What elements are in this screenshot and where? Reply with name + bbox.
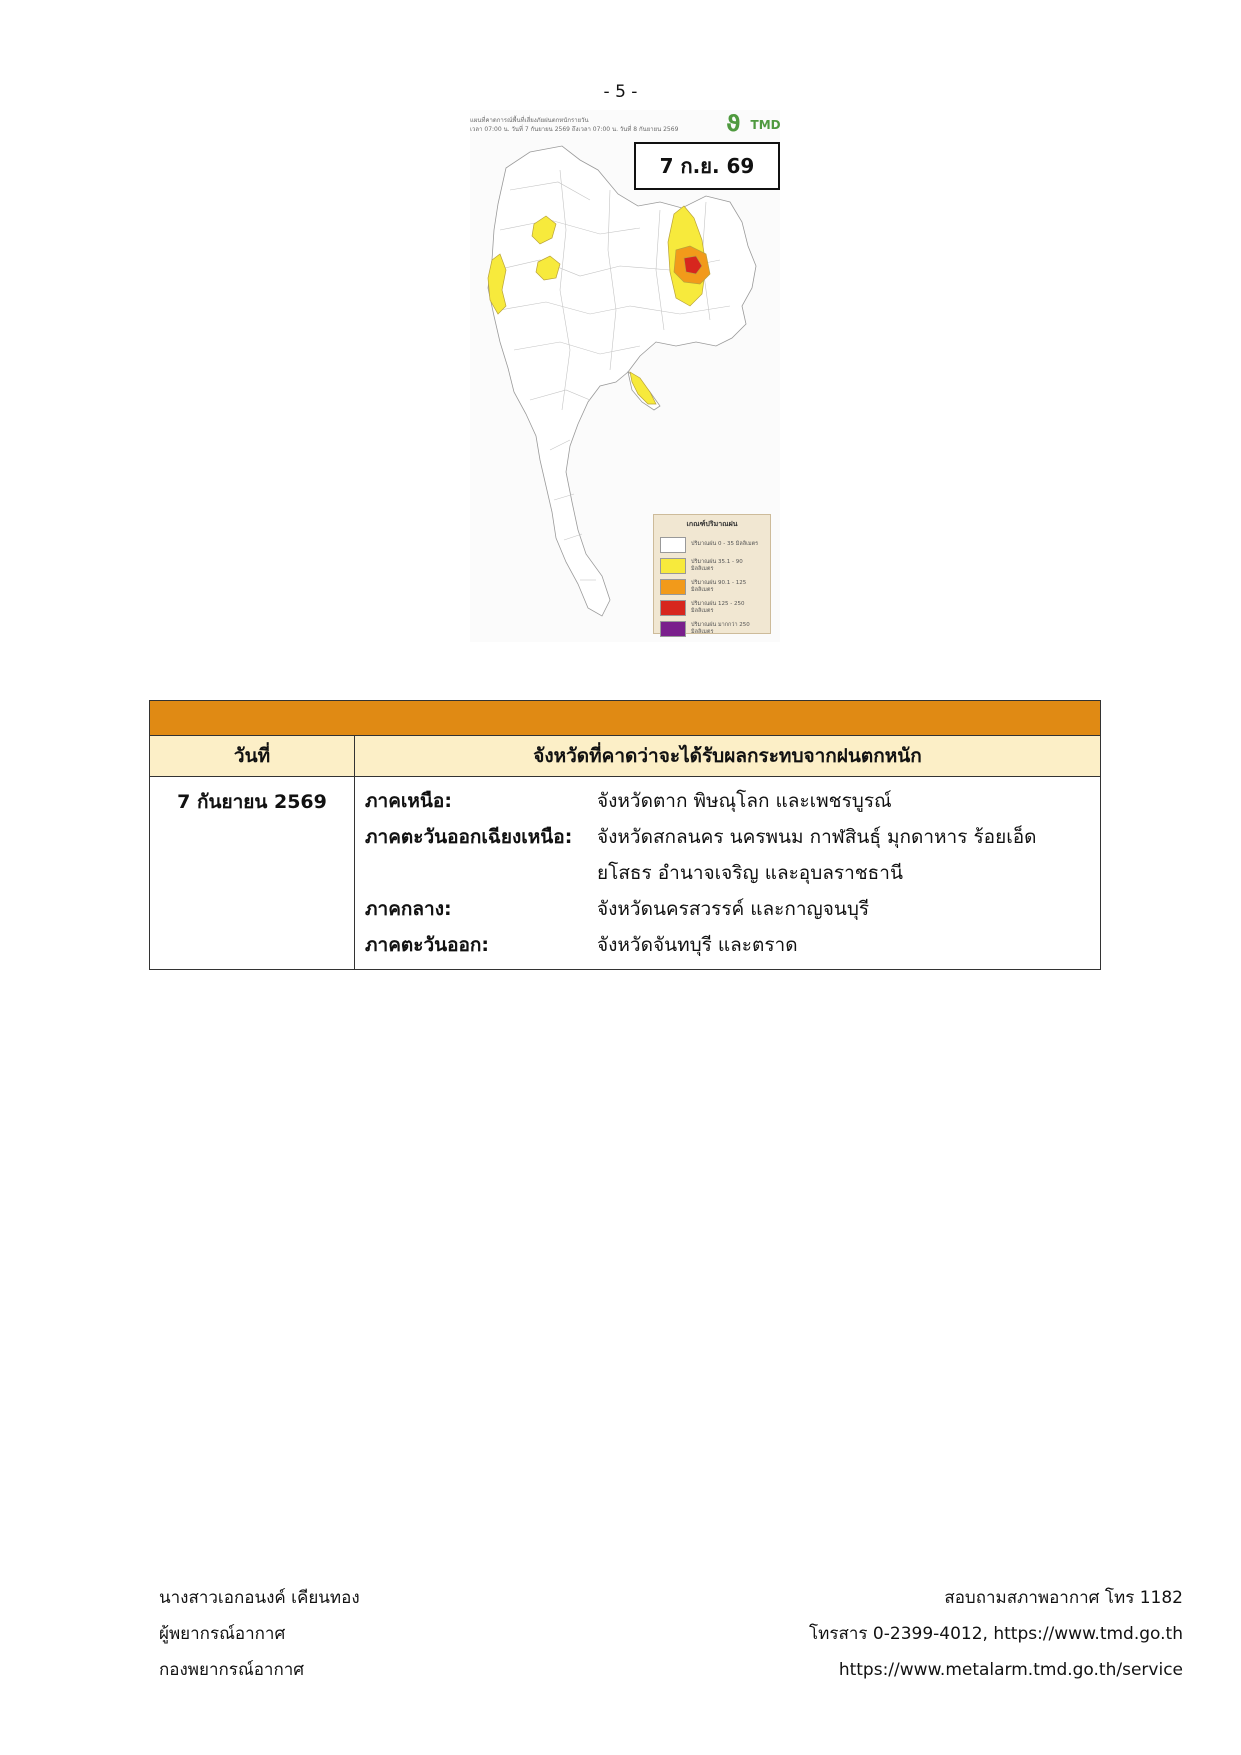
contact-phone: สอบถามสภาพอากาศ โทร 1182 <box>944 1588 1183 1608</box>
table-header-band <box>150 701 1101 736</box>
region-central <box>365 891 1090 927</box>
legend-label: ปริมาณฝน 90.1 - 125 มิลลิเมตร <box>691 579 747 593</box>
legend-label: ปริมาณฝน 0 - 35 มิลลิเมตร <box>691 541 759 547</box>
regions-cell <box>355 777 1101 970</box>
province-line: จังหวัดตาก พิษณุโลก และเพชรบูรณ์ <box>597 790 892 812</box>
column-header-provinces: จังหวัดที่คาดว่าจะได้รับผลกระทบจากฝนตกหนัก <box>355 736 1101 777</box>
table-row <box>150 777 1101 970</box>
legend-item <box>660 576 764 597</box>
map-subtitle: เวลา 07:00 น. วันที่ 7 กันยายน 2569 ถึงเวลา 07:00 น. วันที่ 8 กันยายน 2569 <box>470 126 679 133</box>
legend-label: ปริมาณฝน 35.1 - 90 มิลลิเมตร <box>691 558 743 572</box>
agency-logo-icon: ϑ <box>726 112 741 137</box>
province-line: ยโสธร อำนาจเจริญ และอุบลราชธานี <box>597 862 903 884</box>
map-date-label: 7 ก.ย. 69 <box>634 142 780 190</box>
footer-contact <box>809 1580 1183 1688</box>
forecaster-name: นางสาวเอกอนงค์ เคียนทอง <box>159 1588 360 1608</box>
province-line: จังหวัดจันทบุรี และตราด <box>597 934 798 956</box>
legend-title: เกณฑ์ปริมาณฝน <box>686 520 738 528</box>
legend-swatch <box>660 600 686 616</box>
legend-label: ปริมาณฝน 125 - 250 มิลลิเมตร <box>691 600 745 614</box>
contact-fax-website[interactable]: โทรสาร 0-2399-4012, https://www.tmd.go.th <box>809 1624 1183 1644</box>
legend-swatch <box>660 621 686 637</box>
forecast-date: 7 กันยายน 2569 <box>150 777 355 970</box>
region-provinces <box>597 927 798 963</box>
table-header-row <box>150 736 1101 777</box>
region-provinces <box>597 819 1036 891</box>
legend-item <box>660 534 764 555</box>
contact-service-link[interactable]: https://www.metalarm.tmd.go.th/service <box>838 1660 1183 1680</box>
region-north <box>365 783 1090 819</box>
legend-swatch <box>660 537 686 553</box>
province-line: จังหวัดสกลนคร นครพนม กาฬสินธุ์ มุกดาหาร ร้อยเอ็ด <box>597 826 1037 848</box>
region-name: ภาคตะวันออก: <box>365 934 490 956</box>
region-name: ภาคตะวันออกเฉียงเหนือ: <box>365 826 573 848</box>
province-line: จังหวัดนครสวรรค์ และกาญจนบุรี <box>597 898 870 920</box>
header-band-cell <box>150 701 1101 736</box>
map-title: แผนที่คาดการณ์พื้นที่เสี่ยงภัยฝนตกหนักรายวัน <box>470 117 589 124</box>
legend-item <box>660 618 764 639</box>
region-name: ภาคเหนือ: <box>365 790 452 812</box>
tmd-logo-icon: TMD <box>750 118 781 132</box>
region-provinces <box>597 783 892 819</box>
map-legend <box>653 514 771 634</box>
legend-label: ปริมาณฝน มากกว่า 250 มิลลิเมตร <box>691 621 750 635</box>
legend-swatch <box>660 558 686 574</box>
region-east <box>365 927 1090 963</box>
forecast-table <box>149 700 1101 970</box>
forecaster-division: กองพยากรณ์อากาศ <box>159 1660 305 1680</box>
column-header-date: วันที่ <box>150 736 355 777</box>
region-name: ภาคกลาง: <box>365 898 452 920</box>
tak-area <box>488 254 506 314</box>
legend-swatch <box>660 579 686 595</box>
forecaster-title: ผู้พยากรณ์อากาศ <box>159 1624 286 1644</box>
region-provinces <box>597 891 869 927</box>
page-number: - 5 - <box>603 82 638 102</box>
footer-signature <box>159 1580 360 1688</box>
region-northeast <box>365 819 1090 891</box>
legend-item <box>660 555 764 576</box>
legend-item <box>660 597 764 618</box>
